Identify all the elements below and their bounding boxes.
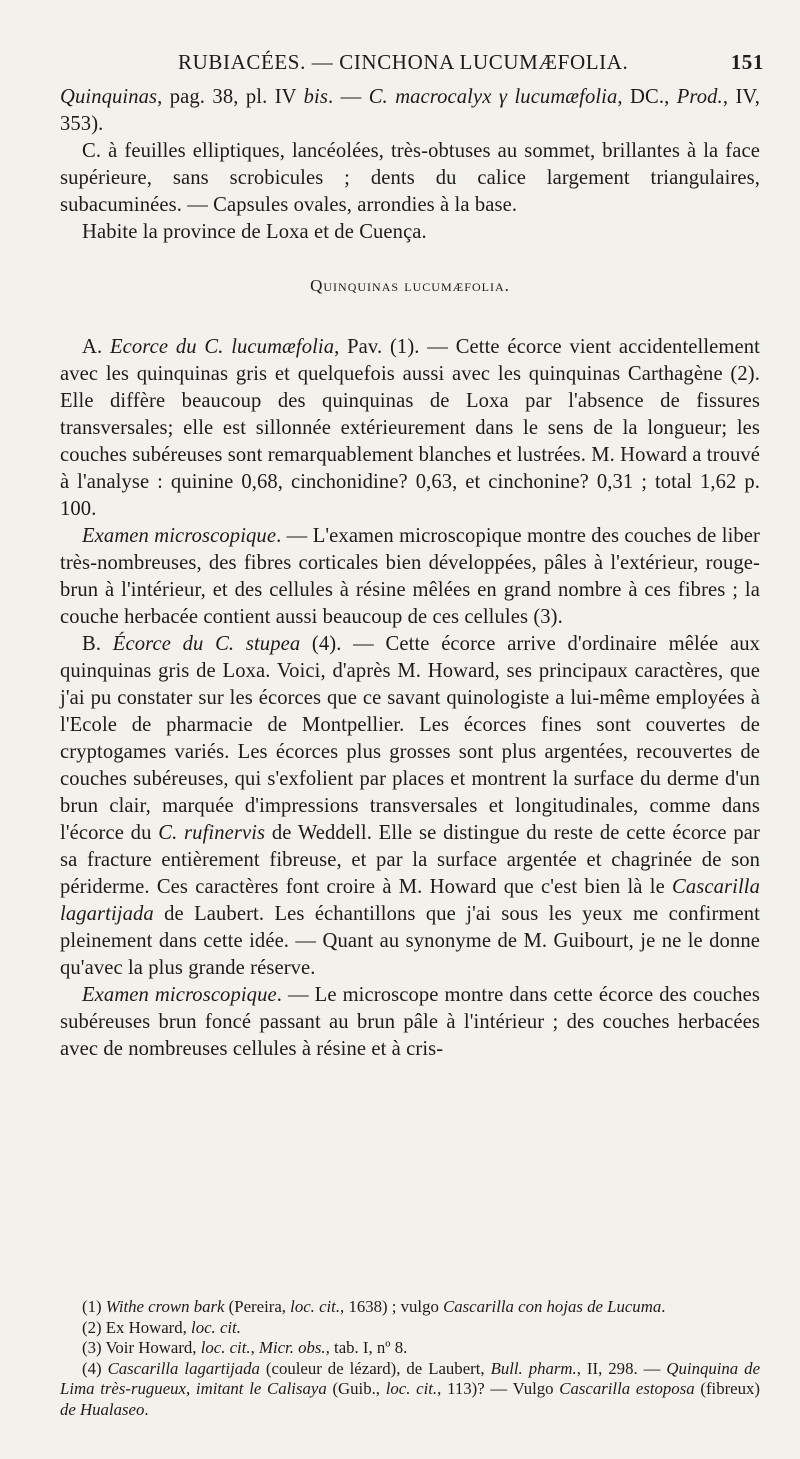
section-title: Quinquinas lucumæfolia. — [310, 276, 510, 295]
footnotes — [60, 1297, 760, 1420]
page-number: 151 — [730, 50, 764, 74]
text-italic: C. rufinervis — [158, 822, 266, 844]
bark-a-paragraph — [60, 334, 760, 523]
text-italic: C. macrocalyx γ lucumæfolia — [368, 86, 618, 108]
text-span: A. — [82, 336, 110, 358]
running-title: RUBIACÉES. — CINCHONA LUCUMÆFOLIA. — [178, 50, 629, 74]
text-span: , tab. I, nº 8. — [325, 1338, 408, 1357]
footnote-3 — [60, 1338, 760, 1359]
microscopic-b-paragraph — [60, 982, 760, 1063]
text-span: , 113)? — Vulgo — [437, 1379, 560, 1398]
text-italic: loc. cit. — [385, 1379, 438, 1398]
footnote-4 — [60, 1359, 760, 1421]
text-italic: Examen microscopique — [82, 525, 277, 547]
text-span: (1) — [82, 1297, 106, 1316]
text-italic: loc. cit. — [290, 1297, 341, 1316]
text-span: . — — [328, 86, 369, 108]
text-span: (4) — [82, 1358, 108, 1378]
text-italic: loc. cit. — [191, 1317, 241, 1337]
text-italic: Écorce du C. stupea — [112, 633, 301, 655]
text-italic: Cascarilla lagartijada — [107, 1358, 260, 1378]
synonymy-paragraph — [60, 84, 760, 138]
text-italic: bis — [303, 86, 328, 108]
text-italic: Ecorce du C. lucumæfolia — [109, 336, 335, 358]
text-span: , 1638) ; vulgo — [340, 1297, 444, 1316]
page-header — [60, 50, 764, 86]
text-span: , pag. 38, pl. IV — [157, 86, 304, 108]
footnote-1 — [60, 1297, 760, 1318]
text-italic: Prod. — [676, 86, 723, 108]
description-paragraph: C. à feuilles elliptiques, lancéolées, très-obtuses au sommet, brillantes à la face supérieure, sans scrobicules ; dents du calice largement triangulaires, subacuminées. — Capsules ovales, arrondies à la base. — [60, 140, 760, 216]
text-italic: Cascarilla con hojas de Lucuma — [443, 1297, 662, 1316]
text-span: de Weddell. Elle se distingue du reste de cette écorce par sa fracture entièrement fibreuse, et par la surface argentée et chagrinée de son périderme. Ces caractères font croire à M. Howard que c'est bien là le — [60, 822, 760, 898]
text-span: (Guib., — [326, 1379, 386, 1398]
text-span: B. — [82, 633, 113, 655]
text-span: . — L'examen microscopique montre des couches de liber très-nombreuses, des fibres corticales bien développées, pâles à l'extérieur, rouge-brun à l'intérieur, et des cellules à résine mêlées en grand nombre à ces fibres ; la couche herbacée contient aussi beaucoup de ces cellules (3). — [60, 525, 760, 628]
text-span: (2) Ex Howard, — [82, 1317, 192, 1337]
microscopic-a-paragraph — [60, 523, 760, 631]
text-italic: Cascarilla estoposa — [559, 1379, 695, 1398]
text-italic: Bull. pharm. — [490, 1358, 577, 1378]
footnote-2 — [60, 1318, 760, 1339]
text-span: , Pav. (1). — Cette écorce vient accidentellement avec les quinquinas gris et quelquefois aussi avec les quinquinas Carthagène (2). Elle diffère beaucoup des quinquinas de Loxa par l'absence de fissures transversales; elle est sillonnée extérieurement dans le sens de la longueur; les couches subéreuses sont remarquablement blanches et lustrées. M. Howard a trouvé à l'analyse : quinine 0,68, cinchonidine? 0,63, et cinchonine? 0,31 ; total 1,62 p. 100. — [60, 336, 760, 520]
text-span: (Pereira, — [224, 1297, 291, 1316]
text-span: , IV, 353). — [60, 86, 760, 135]
text-span: (couleur de lézard), de Laubert, — [259, 1358, 491, 1378]
text-span: . — [661, 1297, 666, 1316]
text-italic: Quinquina de Lima très-rugueux, imitant le Calisaya — [60, 1358, 761, 1398]
main-text — [60, 84, 760, 1063]
text-italic: Withe crown bark — [105, 1297, 225, 1316]
habitat-paragraph: Habite la province de Loxa et de Cuença. — [82, 221, 427, 243]
text-span: , II, 298. — — [576, 1358, 667, 1378]
text-span: (fibreux) — [694, 1379, 760, 1398]
text-italic: de Hualaseo — [60, 1399, 145, 1419]
text-italic: Quinquinas — [60, 86, 158, 108]
text-italic: Cascarilla lagartijada — [60, 876, 760, 925]
text-span: (3) Voir Howard, — [82, 1338, 201, 1357]
text-span: (4). — Cette écorce arrive d'ordinaire mêlée aux quinquinas gris de Loxa. Voici, d'après M. Howard, ses principaux caractères, que j'ai pu constater sur les écorces que ce savant quinologiste a lui-même employées à l'Ecole de pharmacie de Montpellier. Les écorces fines sont couvertes de cryptogames variés. Les écorces plus grosses sont plus argentées, recouvertes de couches subéreuses, qui s'exfolient par places et montrent la surface du derme d'un brun clair, marquée d'impressions transversales et longitudinales, comme dans l'écorce du — [60, 633, 760, 844]
text-span: , — [250, 1338, 259, 1357]
text-italic: Examen microscopique — [82, 984, 277, 1006]
text-span: de Laubert. Les échantillons que j'ai sous les yeux me confirment pleinement dans cette idée. — Quant au synonyme de M. Guibourt, je ne le donne qu'avec la plus grande réserve. — [60, 903, 760, 979]
text-italic: loc. cit. — [200, 1338, 251, 1357]
text-italic: Micr. obs. — [258, 1338, 326, 1357]
text-span: . — Le microscope montre dans cette écorce des couches subéreuses brun foncé passant au brun pâle à l'intérieur ; des couches herbacées avec de nombreuses cellules à résine et à cris- — [60, 984, 761, 1060]
text-span: , DC., — [617, 86, 677, 108]
text-span: . — [144, 1399, 149, 1419]
bark-b-paragraph — [60, 631, 760, 982]
